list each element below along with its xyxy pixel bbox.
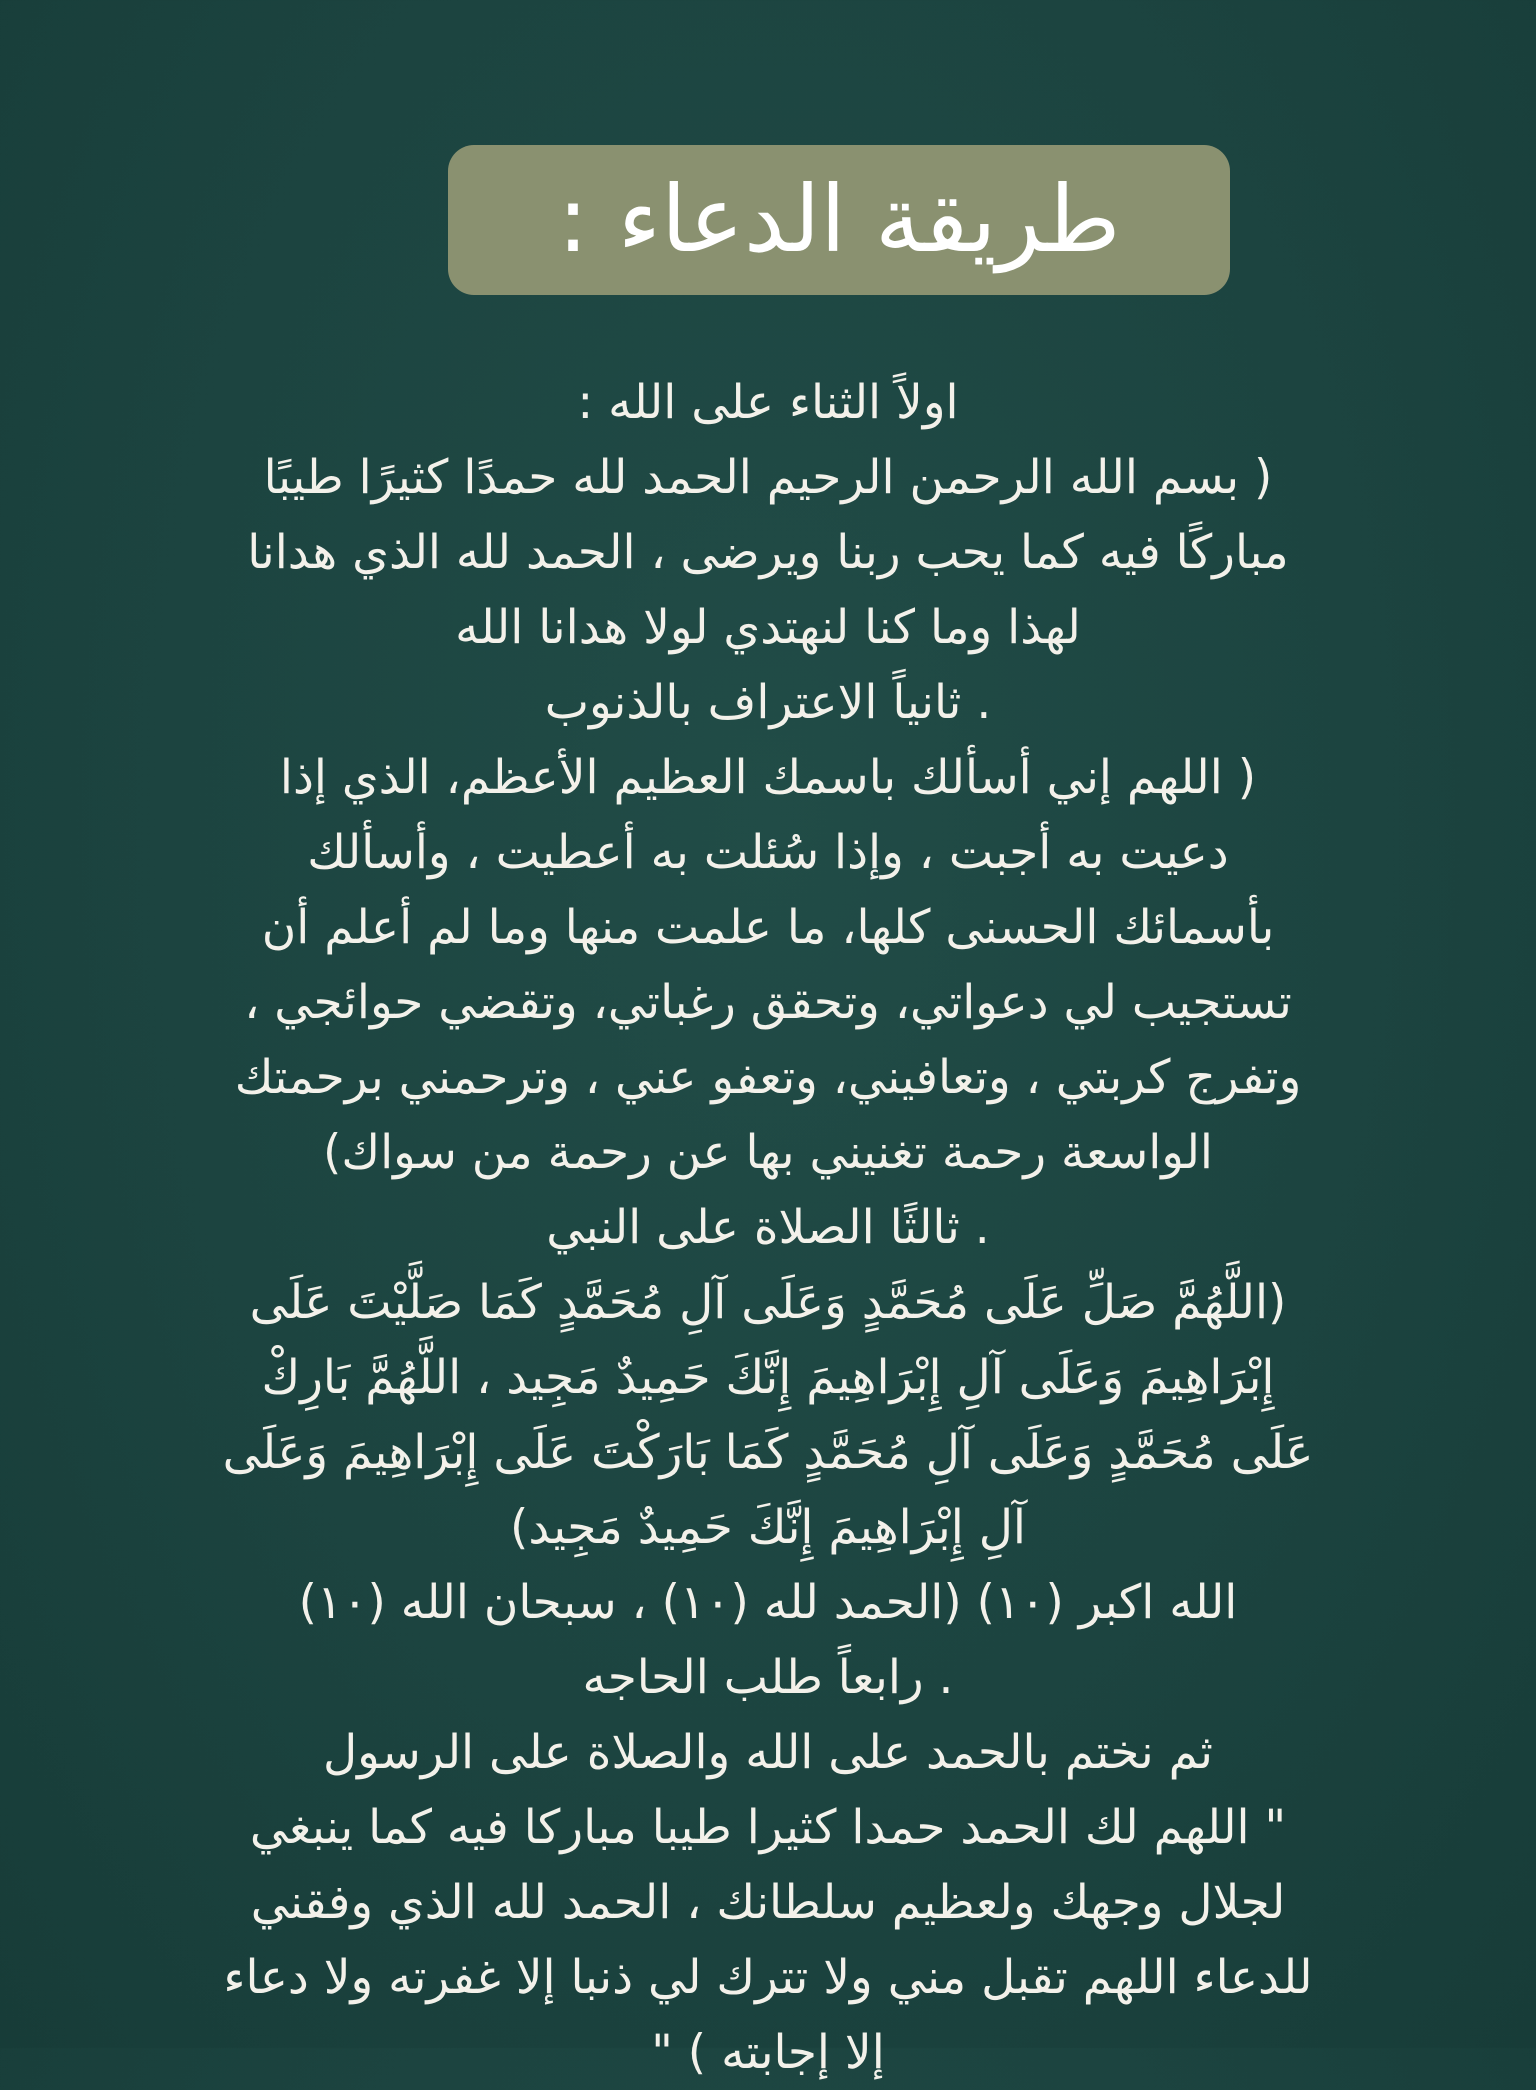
- text-line: إِبْرَاهِيمَ وَعَلَى آلِ إِبْرَاهِيمَ إِنَّكَ حَمِيدٌ مَجِيد ، اللَّهُمَّ بَارِكْ: [261, 1350, 1275, 1405]
- text-line: وتفرج كربتي ، وتعافيني، وتعفو عني ، وترحمني برحمتك: [234, 1050, 1302, 1105]
- text-line: . ثالثًا الصلاة على النبي: [546, 1200, 990, 1255]
- prayer-text: [150, 365, 1386, 2090]
- text-line: ثم نختم بالحمد على الله والصلاة على الرسول: [322, 1725, 1214, 1780]
- text-line: . رابعاً طلب الحاجه: [582, 1650, 954, 1705]
- text-line: عَلَى مُحَمَّدٍ وَعَلَى آلِ مُحَمَّدٍ كَمَا بَارَكْتَ عَلَى إِبْرَاهِيمَ وَعَلَى: [222, 1425, 1314, 1480]
- page-title: طريقة الدعاء :: [557, 166, 1121, 273]
- text-line: الواسعة رحمة تغنيني بها عن رحمة من سواك): [323, 1125, 1213, 1180]
- text-line: اولاً الثناء على الله :: [577, 375, 959, 430]
- text-line: ( بسم الله الرحمن الرحيم الحمد لله حمدًا كثيرًا طيبًا: [263, 450, 1273, 505]
- text-line: لهذا وما كنا لنهتدي لولا هدانا الله: [455, 600, 1081, 655]
- text-line: إلا إجابته ) ": [651, 2025, 885, 2080]
- text-line: (اللَّهُمَّ صَلِّ عَلَى مُحَمَّدٍ وَعَلَى آلِ مُحَمَّدٍ كَمَا صَلَّيْتَ عَلَى: [249, 1275, 1287, 1330]
- text-line: آلِ إِبْرَاهِيمَ إِنَّكَ حَمِيدٌ مَجِيد): [510, 1500, 1026, 1555]
- text-line: دعيت به أجبت ، وإذا سُئلت به أعطيت ، وأسألك: [307, 825, 1229, 880]
- text-line: مباركًا فيه كما يحب ربنا ويرضى ، الحمد لله الذي هدانا: [247, 525, 1289, 580]
- text-line: " اللهم لك الحمد حمدا كثيرا طيبا مباركا فيه كما ينبغي: [249, 1800, 1287, 1855]
- text-line: الله اكبر (١٠) (الحمد لله (١٠) ، سبحان الله (١٠): [298, 1575, 1238, 1630]
- text-line: للدعاء اللهم تقبل مني ولا تترك لي ذنبا إلا غفرته ولا دعاء: [223, 1950, 1313, 2005]
- text-line: . ثانياً الاعتراف بالذنوب: [544, 675, 992, 730]
- title-banner: [448, 145, 1230, 295]
- text-line: بأسمائك الحسنى كلها، ما علمت منها وما لم أعلم أن: [261, 900, 1275, 955]
- text-line: ( اللهم إني أسألك باسمك العظيم الأعظم، الذي إذا: [279, 750, 1257, 805]
- text-line: لجلال وجهك ولعظيم سلطانك ، الحمد لله الذي وفقني: [250, 1875, 1286, 1930]
- text-line: تستجيب لي دعواتي، وتحقق رغباتي، وتقضي حوائجي ،: [244, 975, 1292, 1030]
